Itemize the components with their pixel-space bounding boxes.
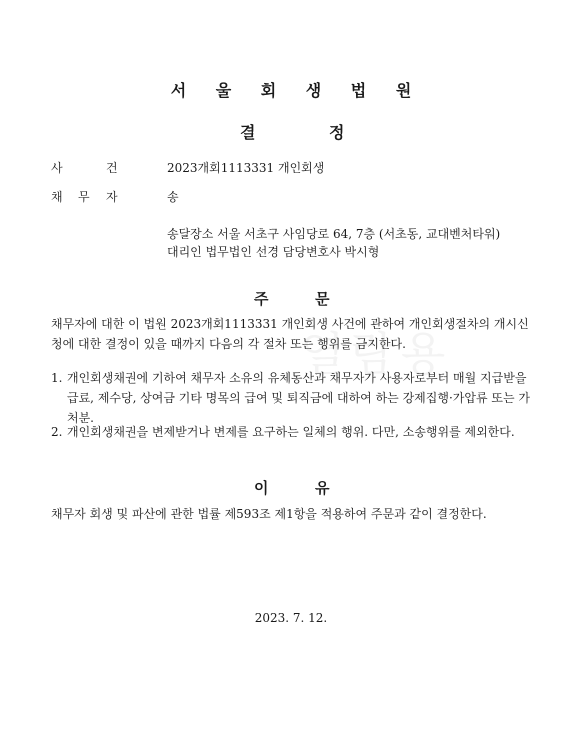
order-item-number: 1. <box>51 371 63 385</box>
debtor-label-char-1: 채 <box>51 190 63 204</box>
order-intro: 채무자에 대한 이 법원 2023개회1113331 개인회생 사건에 관하여 개인회생절차의 개시신청에 대한 결정이 있을 때까지 다음의 각 절차 또는 행위를 금지한다. <box>51 317 529 351</box>
decision-title-left: 결 <box>240 123 256 142</box>
case-label-char-2: 건 <box>106 161 118 175</box>
order-item-1 <box>51 368 531 428</box>
order-item-text: 개인회생채권을 변제받거나 변제를 요구하는 일체의 행위. 다만, 소송행위를 제외한다. <box>67 425 515 439</box>
order-title-char-1: 주 <box>254 290 269 308</box>
decision-date: 2023. 7. 12. <box>254 611 328 625</box>
watermark-stamp: 열람용 <box>300 327 452 381</box>
service-address: 송달장소 서울 서초구 사임당로 64, 7층 (서초동, 교대벤처타워) <box>167 227 501 241</box>
debtor-label-char-3: 자 <box>106 190 118 204</box>
debtor-label-char-2: 무 <box>78 190 90 204</box>
legal-agent: 대리인 법무법인 선경 담당변호사 박시형 <box>167 245 380 259</box>
order-item-text: 개인회생채권에 기하여 채무자 소유의 유체동산과 채무자가 사용자로부터 매월 지급받을 급료, 제수당, 상여금 기타 명목의 급여 및 퇴직금에 대하여 하는 강제집행·가압류 또는 가처분. <box>67 371 530 425</box>
order-item-number: 2. <box>51 425 63 439</box>
debtor-name: 송 <box>167 190 179 204</box>
case-label-char-1: 사 <box>51 161 63 175</box>
case-number: 2023개회1113331 개인회생 <box>167 161 325 175</box>
court-name: 서 울 회 생 법 원 <box>170 81 424 100</box>
reason-title-char-1: 이 <box>254 479 269 497</box>
reason-title-char-2: 유 <box>315 479 330 497</box>
decision-title-right: 정 <box>329 123 345 142</box>
reason-text: 채무자 회생 및 파산에 관한 법률 제593조 제1항을 적용하여 주문과 같이 결정한다. <box>51 507 487 521</box>
order-title-char-2: 문 <box>315 290 330 308</box>
order-item-2 <box>51 422 531 442</box>
